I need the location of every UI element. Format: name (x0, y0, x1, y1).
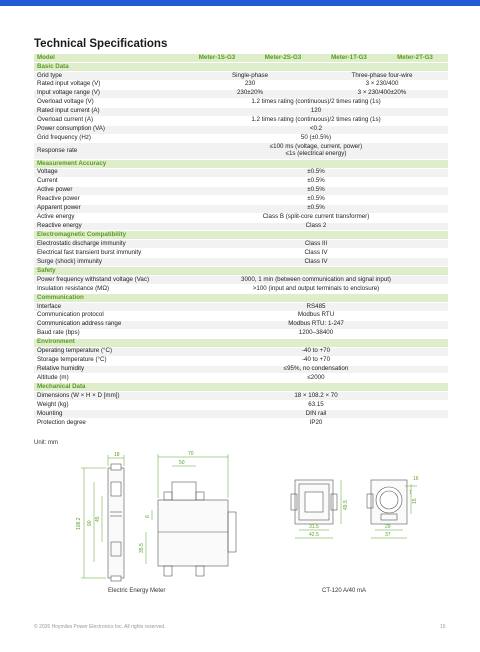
table-row (34, 240, 448, 249)
dim-108-2: 108.2 (76, 517, 82, 530)
row-label: Operating temperature (°C) (34, 347, 184, 356)
table-row (34, 249, 448, 258)
row-value: ±0.5% (184, 186, 448, 195)
table-row (34, 392, 448, 401)
row-value-line: ≤100 ms (voltage, current, power) (269, 143, 363, 151)
table-row (34, 222, 448, 231)
row-value: Modbus RTU (184, 311, 448, 320)
row-value: 50 (±0.5%) (184, 134, 448, 143)
row-value: Three-phase four-wire (316, 71, 448, 80)
section-header (34, 338, 448, 347)
row-value: 3 × 230/400 (316, 80, 448, 89)
row-value: >100 (input and output terminals to enclosure) (184, 285, 448, 294)
table-row (34, 107, 448, 116)
section-title: Safety (34, 267, 448, 276)
table-row (34, 347, 448, 356)
dim-45: 45 (95, 516, 101, 522)
dim-35-5: 35.5 (139, 543, 145, 553)
table-row (34, 143, 448, 160)
table-row (34, 186, 448, 195)
row-label: Insulation resistance (MΩ) (34, 285, 184, 294)
row-label: Rated input current (A) (34, 107, 184, 116)
row-value: IP20 (184, 419, 448, 428)
dim-90: 90 (87, 520, 93, 526)
row-label: Voltage (34, 168, 184, 177)
section-header (34, 63, 448, 72)
table-row (34, 401, 448, 410)
row-label: Power frequency withstand voltage (Vac) (34, 276, 184, 285)
row-value: -40 to +70 (184, 347, 448, 356)
row-value: ≤2000 (184, 374, 448, 383)
row-value: 18 × 108.2 × 70 (184, 392, 448, 401)
table-header-row (34, 54, 448, 63)
row-label: Grid frequency (Hz) (34, 134, 184, 143)
table-row (34, 71, 448, 80)
dim-31-5: 31.5 (309, 524, 319, 530)
table-row (34, 410, 448, 419)
footer-copyright: © 2026 Hoymiles Power Electronics Inc. All rights reserved. (34, 624, 166, 630)
ct-drawing (285, 470, 425, 550)
section-title: Mechanical Data (34, 383, 448, 392)
section-header (34, 267, 448, 276)
dim-18: 18 (114, 452, 120, 458)
row-label: Relative humidity (34, 365, 184, 374)
dim-6: 6 (145, 515, 151, 518)
table-row (34, 311, 448, 320)
meter-drawing (78, 452, 248, 584)
dim-50: 50 (179, 460, 185, 466)
row-label: Interface (34, 302, 184, 311)
row-label: Apparent power (34, 204, 184, 213)
row-label: Grid type (34, 71, 184, 80)
row-value: 1200–38400 (184, 329, 448, 338)
section-header (34, 231, 448, 240)
dim-49-5: 49.5 (343, 500, 349, 510)
ct-caption: CT-120 A/40 mA (322, 588, 367, 594)
row-value: ±0.5% (184, 204, 448, 213)
section-header (34, 159, 448, 168)
row-label: Overload voltage (V) (34, 98, 184, 107)
section-header (34, 294, 448, 303)
row-label: Active power (34, 186, 184, 195)
row-label: Weight (kg) (34, 401, 184, 410)
table-row (34, 302, 448, 311)
meter-caption: Electric Energy Meter (108, 588, 166, 594)
row-label: Power consumption (VA) (34, 125, 184, 134)
column-header: Meter-2S-G3 (250, 54, 316, 63)
row-label: Communication address range (34, 320, 184, 329)
row-value: 3000, 1 min (between communication and signal input) (184, 276, 448, 285)
table-row (34, 168, 448, 177)
row-label: Electrostatic discharge immunity (34, 240, 184, 249)
dim-37: 37 (385, 532, 391, 538)
row-value: DIN rail (184, 410, 448, 419)
section-title: Communication (34, 294, 448, 303)
section-title: Electromagnetic Compatibility (34, 231, 448, 240)
row-value: 230 (184, 80, 316, 89)
row-value: Class IV (184, 258, 448, 267)
section-title: Measurement Accuracy (34, 159, 448, 168)
column-header: Meter-1S-G3 (184, 54, 250, 63)
row-label: Altitude (m) (34, 374, 184, 383)
table-row (34, 134, 448, 143)
row-label: Current (34, 177, 184, 186)
dim-16: 16 (413, 476, 419, 482)
row-label: Communication protocol (34, 311, 184, 320)
row-label: Surge (shock) immunity (34, 258, 184, 267)
table-row (34, 98, 448, 107)
row-value: 63.15 (184, 401, 448, 410)
row-value (184, 143, 448, 160)
row-label: Baud rate (bps) (34, 329, 184, 338)
section-title: Environment (34, 338, 448, 347)
row-value: 120 (184, 107, 448, 116)
row-value: RS485 (184, 302, 448, 311)
row-label: Rated input voltage (V) (34, 80, 184, 89)
top-accent-bar (0, 0, 480, 6)
row-label: Storage temperature (°C) (34, 356, 184, 365)
row-label: Reactive energy (34, 222, 184, 231)
row-value: 1.2 times rating (continuous)/2 times rating (1s) (184, 98, 448, 107)
dim-29: 29 (385, 524, 391, 530)
row-value-line: ≤1s (electrical energy) (285, 150, 347, 158)
row-value: ±0.5% (184, 168, 448, 177)
row-label: Protection degree (34, 419, 184, 428)
unit-note: Unit: mm (34, 440, 58, 446)
row-label: Response rate (34, 143, 184, 160)
dim-7: 7 (409, 490, 412, 496)
row-value: 3 × 230/400±20% (316, 89, 448, 98)
row-value: -40 to +70 (184, 356, 448, 365)
table-row (34, 116, 448, 125)
spec-table (34, 54, 448, 428)
row-value: <0.2 (184, 125, 448, 134)
row-value: ±0.5% (184, 177, 448, 186)
table-row (34, 89, 448, 98)
table-row (34, 258, 448, 267)
row-value: Modbus RTU: 1-247 (184, 320, 448, 329)
row-label: Dimensions (W × H × D [mm]) (34, 392, 184, 401)
row-value: Class B (split-core current transformer) (184, 213, 448, 222)
row-value: Class 2 (184, 222, 448, 231)
row-value: ±0.5% (184, 195, 448, 204)
column-header: Meter-2T-G3 (382, 54, 448, 63)
dim-70: 70 (188, 451, 194, 457)
row-label: Electrical fast transient burst immunity (34, 249, 184, 258)
row-value: Class III (184, 240, 448, 249)
section-title: Basic Data (34, 63, 448, 72)
table-row (34, 213, 448, 222)
table-row (34, 177, 448, 186)
row-label: Active energy (34, 213, 184, 222)
column-header: Meter-1T-G3 (316, 54, 382, 63)
row-value: ≤95%, no condensation (184, 365, 448, 374)
page-title: Technical Specifications (34, 38, 168, 50)
table-row (34, 365, 448, 374)
row-value: 1.2 times rating (continuous)/2 times rating (1s) (184, 116, 448, 125)
row-label: Overload current (A) (34, 116, 184, 125)
dim-42-5: 42.5 (309, 532, 319, 538)
row-value: 230±20% (184, 89, 316, 98)
row-label: Input voltage range (V) (34, 89, 184, 98)
row-value: Class IV (184, 249, 448, 258)
row-label: Mounting (34, 410, 184, 419)
dim-15: 15 (412, 498, 418, 504)
table-row (34, 419, 448, 428)
table-row (34, 204, 448, 213)
table-row (34, 276, 448, 285)
column-header: Model (34, 54, 184, 63)
section-header (34, 383, 448, 392)
table-row (34, 285, 448, 294)
page-number: 15 (440, 624, 446, 630)
table-row (34, 356, 448, 365)
table-row (34, 320, 448, 329)
table-row (34, 374, 448, 383)
row-label: Reactive power (34, 195, 184, 204)
table-row (34, 80, 448, 89)
table-row (34, 125, 448, 134)
table-row (34, 195, 448, 204)
row-value: Single-phase (184, 71, 316, 80)
table-row (34, 329, 448, 338)
